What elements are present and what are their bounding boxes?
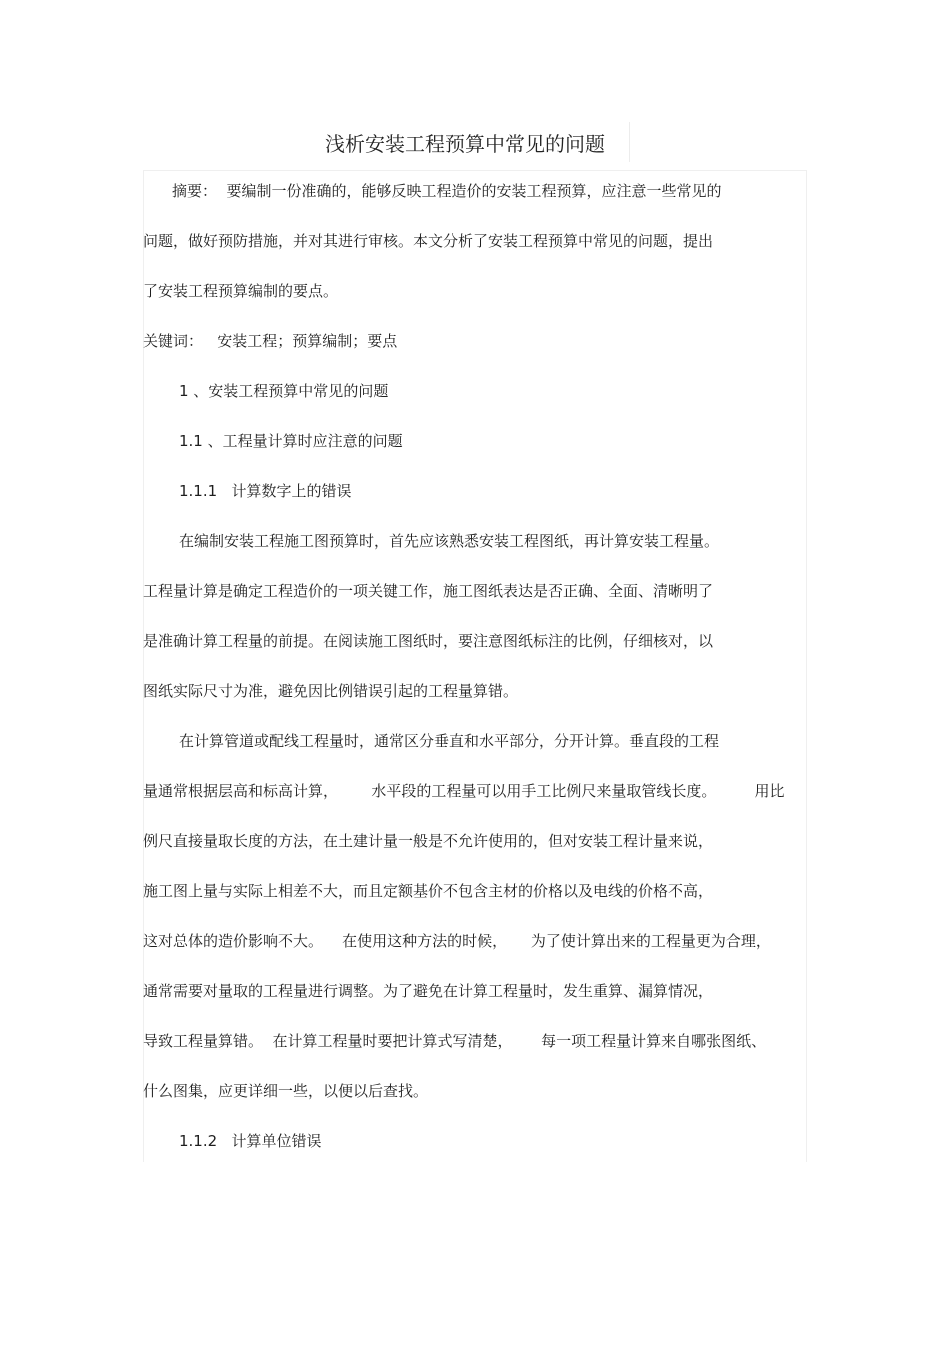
heading-1-1: 1.1 、工程量计算时应注意的问题 xyxy=(179,432,403,450)
paragraph-2-line-3: 例尺直接量取长度的方法，在土建计量一般是不允许使用的，但对安装工程计量来说， xyxy=(143,832,714,850)
paragraph-2-line-4: 施工图上量与实际上相差不大，而且定额基价不包含主材的价格以及电线的价格不高， xyxy=(143,882,714,900)
paragraph-1-line-4: 图纸实际尺寸为准，避免因比例错误引起的工程量算错。 xyxy=(143,682,519,700)
content-frame-right xyxy=(806,170,807,1162)
paragraph-1-line-1: 在编制安装工程施工图预算时，首先应该熟悉安装工程图纸，再计算安装工程量。 xyxy=(179,532,720,550)
abstract-line-3: 了安装工程预算编制的要点。 xyxy=(143,282,339,300)
heading-1: 1 、安装工程预算中常见的问题 xyxy=(179,382,389,400)
content-frame-top xyxy=(143,170,807,171)
paragraph-2-line-2: 量通常根据层高和标高计算， 水平段的工程量可以用手工比例尺来量取管线长度。 用比 xyxy=(143,782,785,800)
paragraph-2-line-5: 这对总体的造价影响不大。 在使用这种方法的时候， 为了使计算出来的工程量更为合理， xyxy=(143,932,771,950)
abstract-line-1: 摘要： 要编制一份准确的，能够反映工程造价的安装工程预算，应注意一些常见的 xyxy=(172,182,722,200)
paragraph-2-line-8: 什么图集，应更详细一些，以便以后查找。 xyxy=(143,1082,429,1100)
keywords-line: 关键词： 安装工程；预算编制；要点 xyxy=(143,332,398,350)
paragraph-1-line-3: 是准确计算工程量的前提。在阅读施工图纸时，要注意图纸标注的比例，仔细核对，以 xyxy=(143,632,714,650)
page-title: 浅析安装工程预算中常见的问题 xyxy=(325,132,605,156)
paragraph-2-line-6: 通常需要对量取的工程量进行调整。为了避免在计算工程量时，发生重算、漏算情况， xyxy=(143,982,714,1000)
paragraph-2-line-7: 导致工程量算错。 在计算工程量时要把计算式写清楚， 每一项工程量计算来自哪张图纸、 xyxy=(143,1032,767,1050)
paragraph-2-line-1: 在计算管道或配线工程量时，通常区分垂直和水平部分，分开计算。垂直段的工程 xyxy=(179,732,720,750)
content-frame-left xyxy=(143,170,144,1162)
paragraph-1-line-2: 工程量计算是确定工程造价的一项关键工作，施工图纸表达是否正确、全面、清晰明了 xyxy=(143,582,714,600)
abstract-line-2: 问题，做好预防措施，并对其进行审核。本文分析了安装工程预算中常见的问题，提出 xyxy=(143,232,714,250)
heading-1-1-1: 1.1.1 计算数字上的错误 xyxy=(179,482,352,500)
heading-1-1-2: 1.1.2 计算单位错误 xyxy=(179,1132,322,1150)
